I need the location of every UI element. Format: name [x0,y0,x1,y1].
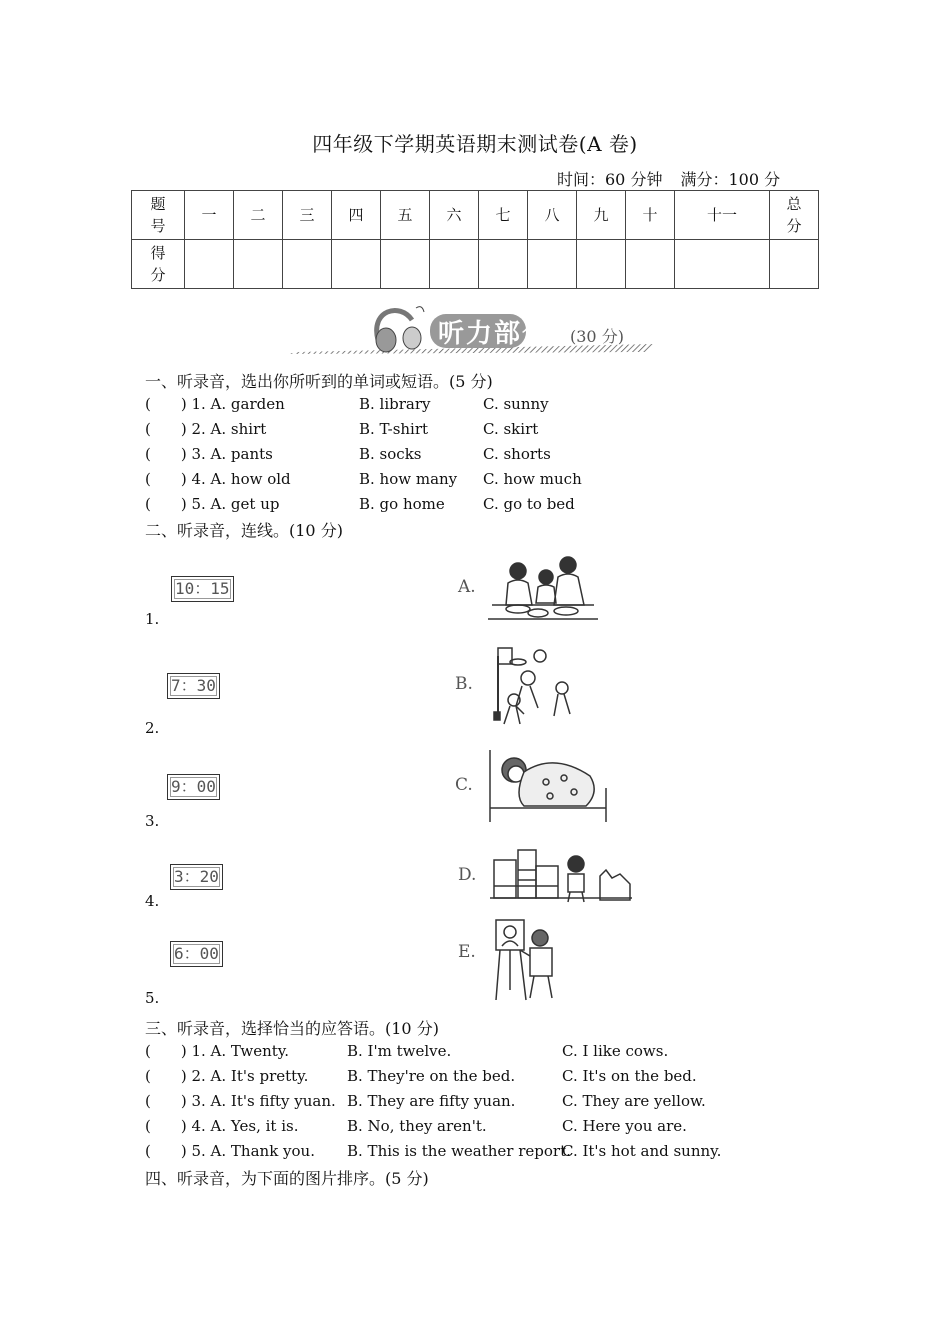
question-stem: ( ) 1. A. garden [145,395,285,413]
option-c[interactable]: C. how much [483,470,582,488]
option-b[interactable]: B. No, they aren't. [347,1117,487,1135]
option-c[interactable]: C. go to bed [483,495,575,513]
question-stem: ( ) 4. A. how old [145,470,291,488]
header-cell: 二 [234,191,283,240]
clock-time-5: 6：00 [170,941,223,967]
match-number-2: 2. [145,719,160,737]
match-letter-d: D. [458,865,477,885]
option-b[interactable]: B. They're on the bed. [347,1067,516,1085]
option-c[interactable]: C. Here you are. [562,1117,687,1135]
score-cell[interactable] [234,240,283,289]
section4-heading: 四、听录音，为下面的图片排序。(5 分) [145,1169,429,1188]
sleeping-picture [486,748,610,824]
option-b[interactable]: B. socks [359,445,422,463]
full-score: 满分：100 分 [680,170,781,189]
headphone-icon [376,307,424,352]
time-info [557,167,798,190]
score-cell[interactable] [283,240,332,289]
option-b[interactable]: B. T-shirt [359,420,429,438]
row-label-question: 题 号 [132,191,185,240]
option-b[interactable]: B. I'm twelve. [347,1042,452,1060]
score-cell[interactable] [675,240,770,289]
question-stem: ( ) 5. A. get up [145,495,280,513]
match-number-4: 4. [145,892,160,910]
header-cell: 六 [430,191,479,240]
clock-time-2: 7：30 [167,673,220,699]
basketball-picture [484,642,576,732]
score-cell[interactable] [577,240,626,289]
row-label-score: 得 分 [132,240,185,289]
header-cell: 四 [332,191,381,240]
time-limit: 时间：60 分钟 [557,170,663,189]
option-c[interactable]: C. It's on the bed. [562,1067,697,1085]
family-dinner-picture [488,553,598,623]
question-stem: ( ) 3. A. pants [145,445,273,463]
option-c[interactable]: C. It's hot and sunny. [562,1142,722,1160]
header-cell: 九 [577,191,626,240]
match-number-1: 1. [145,610,160,628]
header-cell: 七 [479,191,528,240]
banner-score: (30 分) [570,327,624,346]
match-letter-e: E. [458,942,476,962]
header-cell: 八 [528,191,577,240]
score-cell[interactable] [479,240,528,289]
match-letter-a: A. [458,577,476,597]
listening-banner [288,300,654,360]
clock-time-1: 10：15 [171,576,234,602]
match-letter-b: B. [455,674,473,694]
header-cell: 十 [626,191,675,240]
score-cell[interactable] [528,240,577,289]
header-cell: 十一 [675,191,770,240]
question-stem: ( ) 2. A. It's pretty. [145,1067,309,1085]
score-table-header-row [132,191,819,240]
painting-picture [490,916,566,1004]
clock-time-4: 3：20 [170,864,223,890]
score-table [131,190,819,289]
header-cell: 五 [381,191,430,240]
score-cell[interactable] [332,240,381,289]
city-walk-picture [490,846,632,904]
section3-heading: 三、听录音，选择恰当的应答语。(10 分) [145,1019,439,1038]
score-cell[interactable] [430,240,479,289]
option-c[interactable]: C. skirt [483,420,539,438]
header-cell-total: 总 分 [769,191,818,240]
match-letter-c: C. [455,775,473,795]
match-number-5: 5. [145,989,160,1007]
score-cell[interactable] [769,240,818,289]
question-stem: ( ) 5. A. Thank you. [145,1142,315,1160]
option-b[interactable]: B. library [359,395,431,413]
question-stem: ( ) 2. A. shirt [145,420,267,438]
option-c[interactable]: C. sunny [483,395,549,413]
score-cell[interactable] [381,240,430,289]
question-stem: ( ) 3. A. It's fifty yuan. [145,1092,336,1110]
question-stem: ( ) 4. A. Yes, it is. [145,1117,299,1135]
header-cell: 三 [283,191,332,240]
banner-title: 听力部分 [438,319,551,349]
page-title: 四年级下学期英语期末测试卷(A 卷) [312,132,638,156]
option-c[interactable]: C. I like cows. [562,1042,669,1060]
score-cell[interactable] [626,240,675,289]
match-number-3: 3. [145,812,160,830]
header-cell: 一 [185,191,234,240]
score-cell[interactable] [185,240,234,289]
section1-heading: 一、听录音，选出你所听到的单词或短语。(5 分) [145,372,493,391]
option-c[interactable]: C. They are yellow. [562,1092,706,1110]
clock-time-3: 9：00 [167,774,220,800]
section2-heading: 二、听录音，连线。(10 分) [145,521,343,540]
option-c[interactable]: C. shorts [483,445,551,463]
option-b[interactable]: B. This is the weather report. [347,1142,571,1160]
question-stem: ( ) 1. A. Twenty. [145,1042,290,1060]
option-b[interactable]: B. They are fifty yuan. [347,1092,516,1110]
score-table-score-row [132,240,819,289]
option-b[interactable]: B. go home [359,495,445,513]
option-b[interactable]: B. how many [359,470,458,488]
